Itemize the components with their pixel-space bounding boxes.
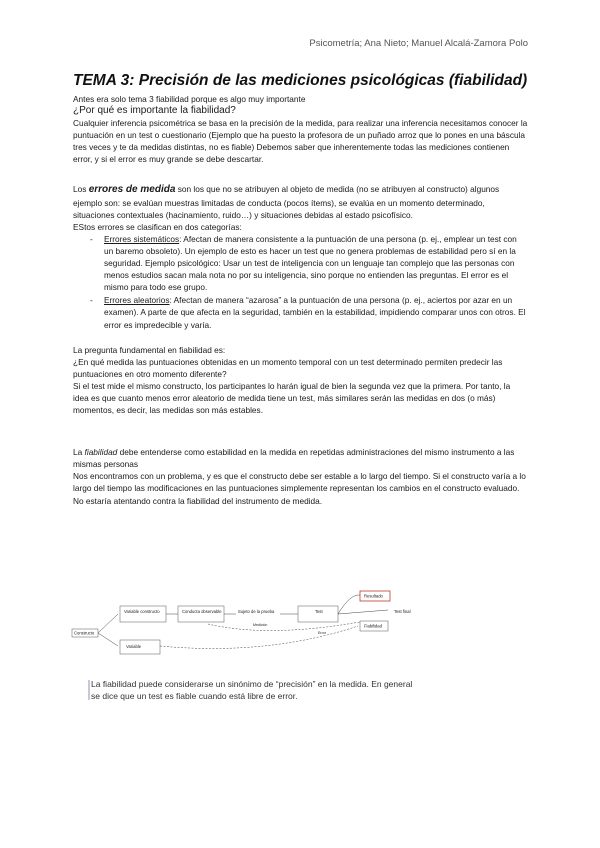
fundamental-question: ¿En qué medida las puntuaciones obtenidas en un momento temporal con un test determinado permiten predecir las puntuaciones en otro momento diferente? [73,356,503,379]
page-title: TEMA 3: Precisión de las mediciones psicológicas (fiabilidad) [73,72,528,89]
box2-label: Conducta observable [182,609,222,614]
stability-paragraph: La fiabilidad debe entenderse como estabilidad en la medida en repetidas administraciones del mismo instrumento a las mismas personas [73,447,515,470]
final-label: Test final [394,609,411,614]
random-label: Errores aleatorios [104,295,170,306]
box3-label: Sujeto de la prueba [238,609,275,614]
section-question: ¿Por qué es importante la fiabilidad? [73,105,236,117]
measurement-diagram [68,586,418,660]
result-label: Resultado [364,593,383,599]
intro-line: Antes era solo tema 3 fiabilidad porque es algo muy importante [73,94,306,104]
list-item: - Errores aleatorios: Afectan de manera “azarosa” a la puntuación de una persona (p. ej., aciertos por azar en un examen). A parte de que afecta en la seguridad, también en la estabilidad, impidiendo comparar unos con otros. El error es impredecible y varía. [90,294,528,330]
error-categories-list [73,233,528,331]
box4-label: Test [315,609,323,614]
box5-label: Variable [126,644,142,649]
fundamental-lead: La pregunta fundamental en fiabilidad es: [73,344,226,355]
figure-caption: La fiabilidad puede considerarse un sinónimo de “precisión” en la medida. En general se dice que un test es fiable cuando está libre de error. [91,678,421,702]
stability-emphasis: fiabilidad [84,447,118,458]
systematic-label: Errores sistemáticos [104,233,180,244]
box1-label: Variable constructo [124,609,160,614]
document-body [73,72,528,507]
classify-line: EStos errores se clasifican en dos categorías: [73,221,242,232]
fundamental-text: Si el test mide el mismo constructo, los participantes lo harán igual de bien la segunda vez que la primera. Por tanto, la idea es que cuanto menos error aleatorio de medida tiene un test, más similares serán las medidas en dos (o más) momentos, es decir, las medidas son más estables. [73,380,511,416]
start-label: Constructo [74,630,95,636]
reliability-label: Fiabilidad [364,623,382,629]
importance-paragraph: Cualquier inferencia psicométrica se basa en la precisión de la medida, para realizar una inferencia necesitamos conocer la puntuación en un test o cuestionario (Ejemplo que ha puesto la profesora de un puñado arroz que lo pones en una báscula tres veces y te da medidas distintas, no es fiable) Debemos saber que inherentemente todas las mediciones contienen error, y si el error es muy grande se debe descartar. [73,118,528,165]
error-node-label: Error [318,631,326,635]
page-header: Psicometría; Ana Nieto; Manuel Alcalá-Zamora Polo [309,38,528,49]
stability-text: Nos encontramos con un problema, y es que el constructo debe ser estable a lo largo del tiempo. Si el constructo varía a lo largo del tiempo las modificaciones en las puntuaciones simplemente representan los cambios en el constructo evaluado. No estaría atentando contra la fiabilidad del instrumento de medida. [73,471,526,506]
errors-paragraph: Los errores de medida son los que no se atribuyen al objeto de medida (no se atribuyen al constructo) algunos ejemplo son: se evalúan muestras limitadas de conducta (pocos ítems), se evalúa en un momento determinado, situaciones contextuales (hacinamiento, ruido…) y situaciones debidas al estado psicofísico. [73,184,500,220]
note-label: Medición [253,623,268,627]
list-item: - Errores sistemáticos: Afectan de manera consistente a la puntuación de una persona (p. ej., emplear un test con un baremo obsoleto). Un ejemplo de esto es hacer un test que no genera problemas de estabilidad pero sí en la seguridad. Ejemplo psicológico: Usar un test de inteligencia con un lenguaje tan complejo que las personas con menos estudios sacan mala nota no por su inteligencia, sino porque no entienden las preguntas. El error es el mismo para todo ese grupo. [90,233,528,293]
errors-emphasis: errores de medida [88,184,176,196]
